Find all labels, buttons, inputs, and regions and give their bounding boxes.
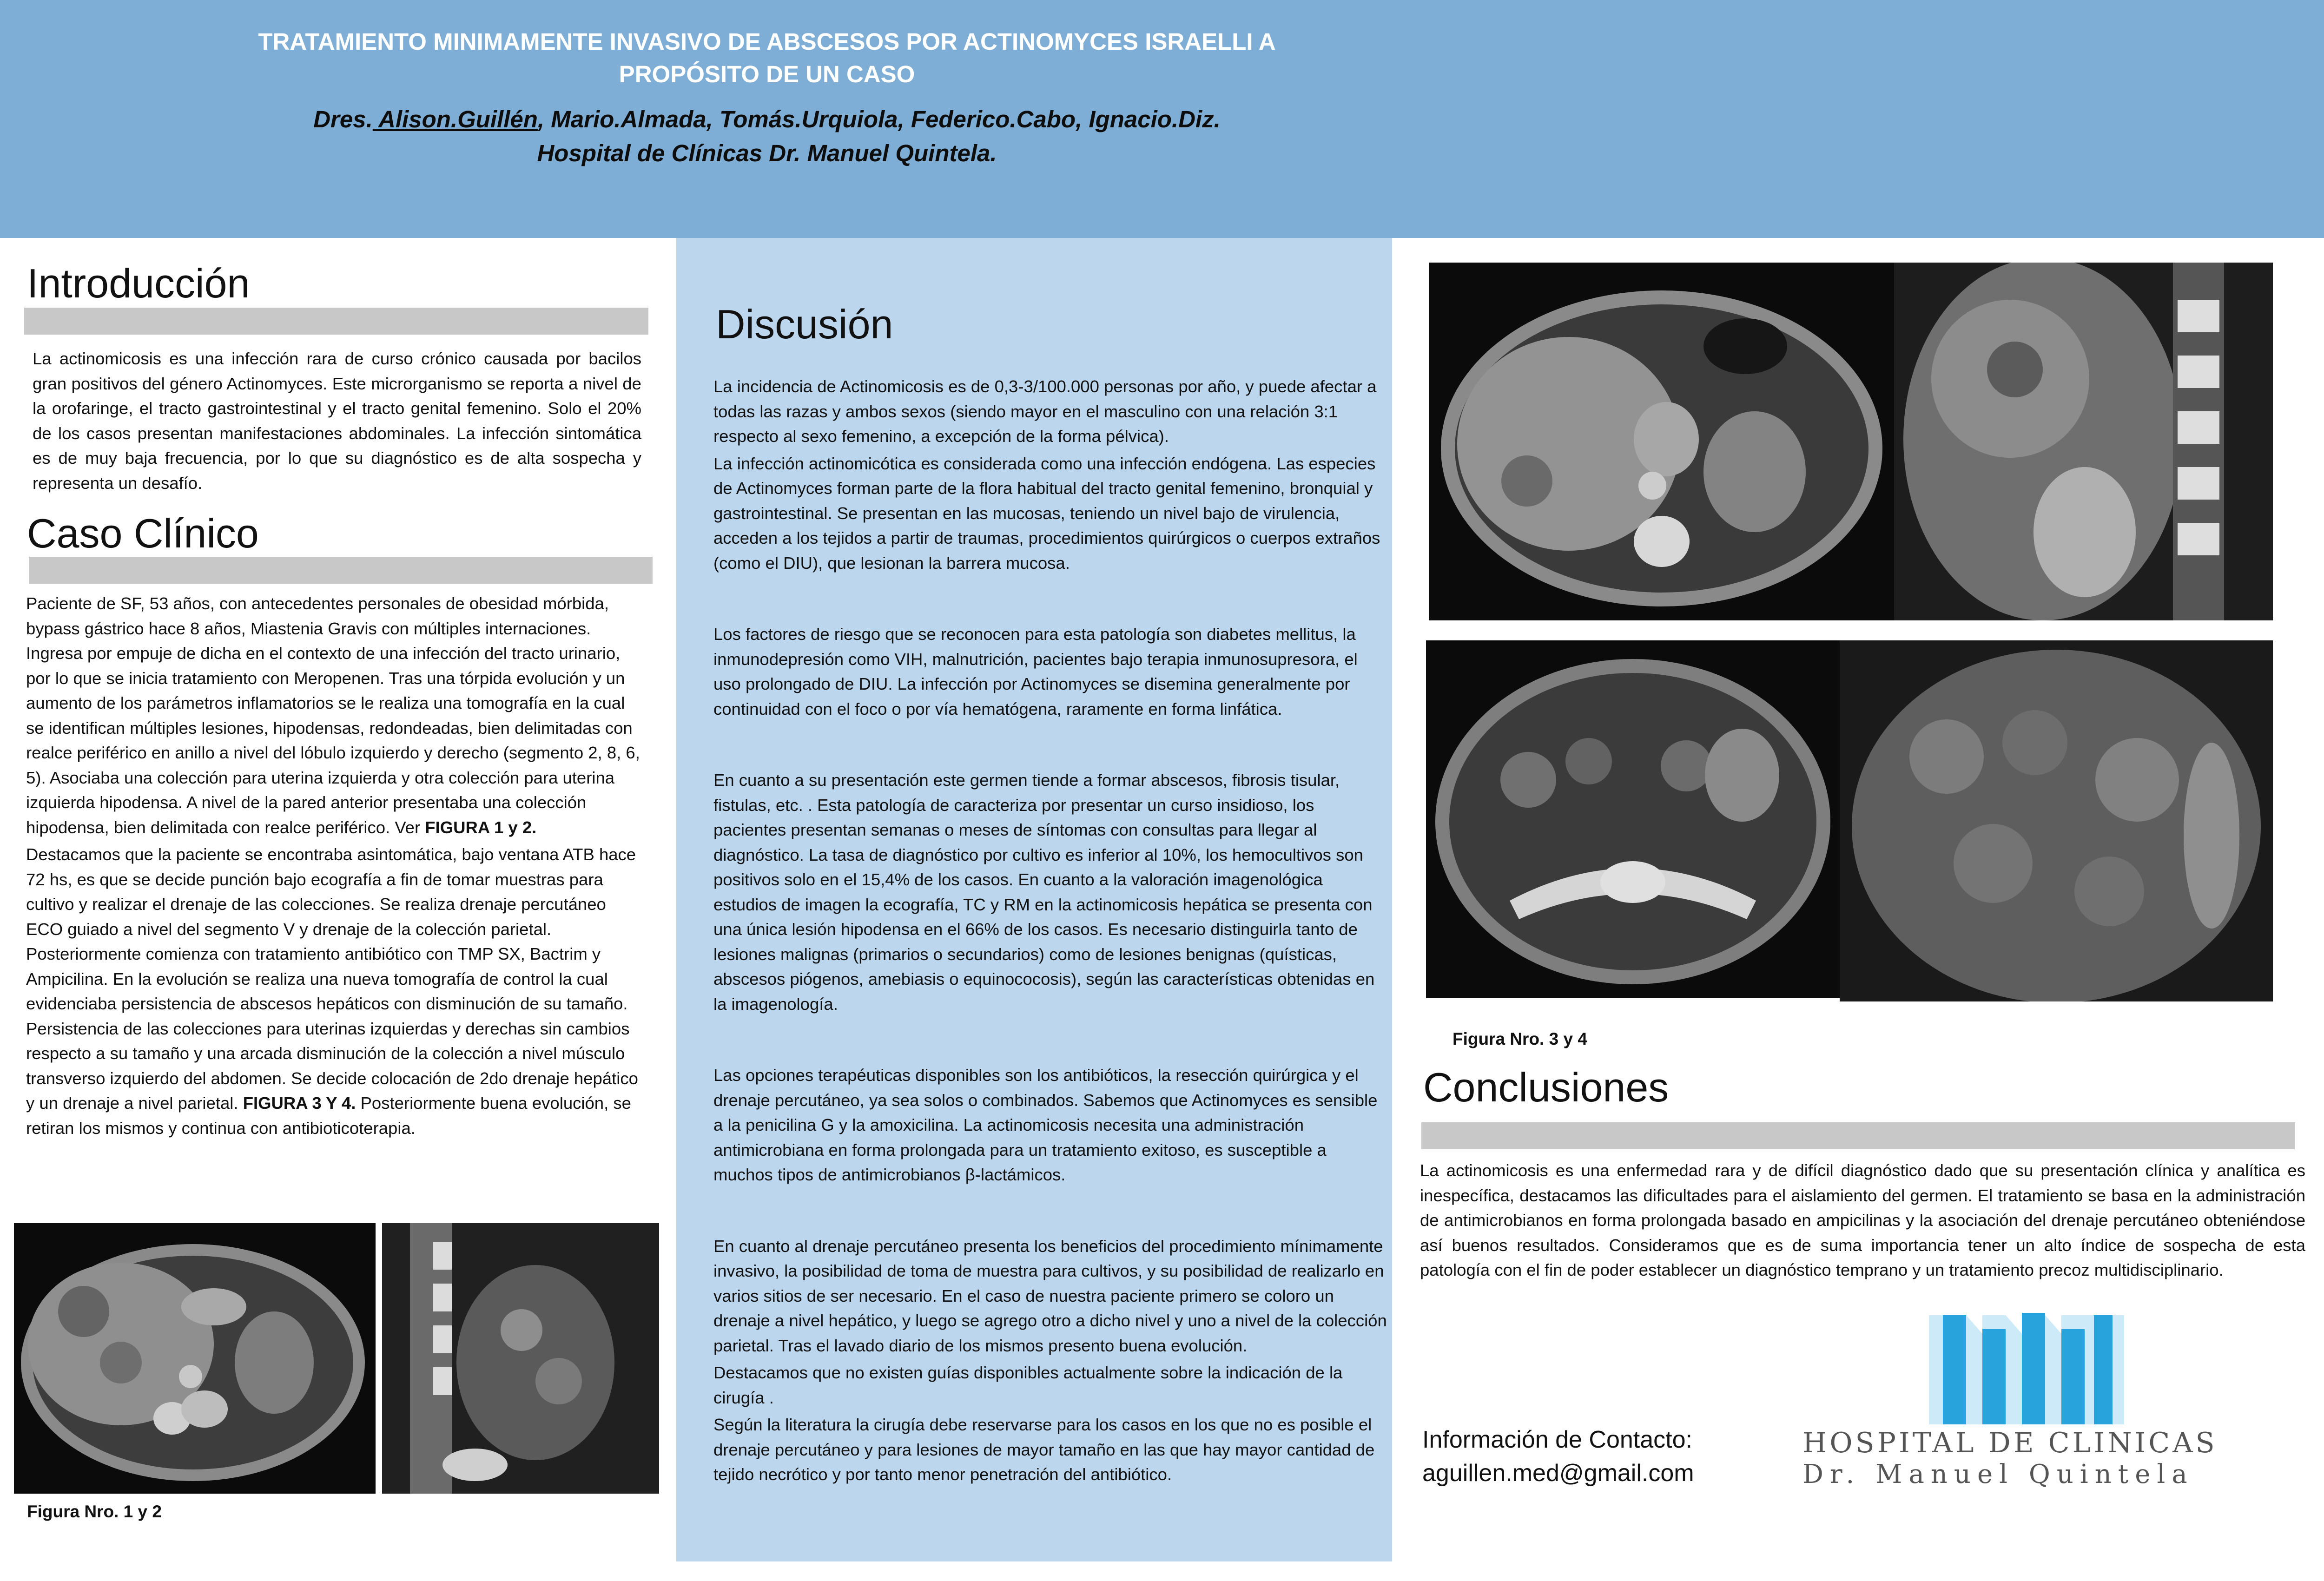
intro-heading-bar xyxy=(24,308,648,335)
discussion-paragraph: Los factores de riesgo que se reconocen para esta patología son diabetes mellitus, la inmunodepresión como VIH, malnutrición, pacientes bajo terapia inmunosupresora, el uso prolongado de DIU. La infección por Actinomyces se disemina generalmente por continuidad con el foco o por vía hematógena, raramente en forma linfática. xyxy=(713,625,1358,718)
conclusions-heading-bar xyxy=(1421,1122,2295,1149)
discussion-text xyxy=(713,374,1387,1489)
ct-image-figure-4b xyxy=(1840,640,2273,1001)
conclusions-text: La actinomicosis es una enfermedad rara y de difícil diagnóstico dado que su presentación clínica y analítica es inespecífica, destacamos las dificultades para el aislamiento del germen. El tratamiento se basa en la administración de antimicrobianos en forma prolongada basado en ampicilinas y la asociación del drenaje percutáneo obteniéndose así buenos resultados. Consideramos que es de suma importancia tener un alto índice de sospecha de esta patología con el fin de poder establecer un diagnóstico temprano y un tratamiento precoz multidisciplinario. xyxy=(1420,1161,2305,1279)
hospital-logo-icon xyxy=(1929,1313,2124,1424)
discussion-paragraph: La incidencia de Actinomicosis es de 0,3-3/100.000 personas por año, y puede afectar a todas las razas y ambos sexos (siendo mayor en el masculino con una relación 3:1 respecto al sexo femenino, a excepción de la forma pélvica). xyxy=(713,377,1377,446)
authors-line xyxy=(0,103,1534,136)
intro-heading: Introducción xyxy=(27,260,250,306)
discussion-paragraph: En cuanto a su presentación este germen tiende a formar abscesos, fibrosis tisular, fistulas, etc. . Esta patología de caracteriza por presentar un curso insidioso, los pacientes presentan semanas o meses de síntomas con consultas para llegar al diagnóstico. La tasa de diagnóstico por cultivo es inferior al 10%, los hemocultivos son positivos solo en el 15,4% de los casos. En cuanto a la valoración imagenológica estudios de imagen la ecografía, TC y RM en la actinomicosis hepática se presenta con una única lesión hipodensa en el 66% de los casos. Es necesario distinguirla tanto de lesiones malignas (primarios o secundarios) como de lesiones benignas (quísticas, abscesos piógenos, amebiasis o equinococosis), según las características obtenidas en la imagenología. xyxy=(713,771,1375,1014)
contact-email[interactable]: aguillen.med@gmail.com xyxy=(1422,1460,1694,1487)
discussion-paragraph: En cuanto al drenaje percutáneo presenta los beneficios del procedimiento mínimamente invasivo, la posibilidad de toma de muestra para cultivos, y su posibilidad de realizarlo en varios sitios de ser necesario. En el caso de nuestra paciente primero se coloro un drenaje a nivel hepático, y luego se agrego otro a dicho nivel y uno a nivel de la colección parietal. Tras el lavado diario de los mismos presento buena evolución. xyxy=(713,1236,1387,1355)
conclusions-heading: Conclusiones xyxy=(1423,1064,1669,1110)
case-heading: Caso Clínico xyxy=(27,510,259,556)
logo-text-line-2: Dr. Manuel Quintela xyxy=(1802,1459,2194,1489)
ct-image-figure-1 xyxy=(14,1223,376,1494)
authors-rest: , Mario.Almada, Tomás.Urquiola, Federico.Cabo, Ignacio.Diz. xyxy=(537,106,1221,132)
contact-label: Información de Contacto: xyxy=(1422,1426,1692,1453)
discussion-heading: Discusión xyxy=(716,301,893,347)
ct-image-figure-4a xyxy=(1426,640,1840,998)
first-author: Alison.Guillén xyxy=(372,106,538,132)
discussion-paragraph: Según la literatura la cirugía debe reservarse para los casos en los que no es posible el drenaje percutáneo y para lesiones de mayor tamaño en las que hay mayor cantidad de tejido necrótico y por tanto menor penetración del antibiótico. xyxy=(713,1415,1375,1484)
case-text xyxy=(26,591,647,1143)
logo-text-line-1: HOSPITAL DE CLINICAS xyxy=(1802,1427,2218,1459)
ct-image-figure-3b xyxy=(1894,263,2273,620)
figure-ref-1-2: FIGURA 1 y 2. xyxy=(425,817,537,837)
figure-caption-3-4: Figura Nro. 3 y 4 xyxy=(1452,1029,1587,1048)
intro-text: La actinomicosis es una infección rara de curso crónico causada por bacilos gran positivos del género Actinomyces. Este microrganismo se reporta a nivel de la orofaringe, el tracto gastrointestinal y el tracto genital femenino. Solo el 20% de los casos presentan manifestaciones abdominales. La infección sintomática es de muy baja frecuencia, por lo que su diagnóstico es de alta sospecha y representa un desafío. xyxy=(33,349,641,493)
case-p1-text: Paciente de SF, 53 años, con antecedentes personales de obesidad mórbida, bypass gástrico hace 8 años, Miastenia Gravis con múltiples internaciones. Ingresa por empuje de dicha en el contexto de una infección del tracto urinario, por lo que se inicia tratamiento con Meropenen. Tras una tórpida evolución y un aumento de los parámetros inflamatorios se le realiza una tomografía en la cual se identifican múltiples lesiones, hipodensas, redondeadas, bien delimitadas con realce periférico en anillo a nivel del lóbulo izquierdo y derecho (segmento 2, 8, 6, 5). Asociaba una colección para uterina izquierda y otra colección para uterina izquierda hipodensa. A nivel de la pared anterior presentaba una colección hipodensa, bien delimitada con realce periférico. Ver xyxy=(26,594,640,837)
discussion-paragraph: Las opciones terapéuticas disponibles son los antibióticos, la resección quirúrgica y el drenaje percutáneo, ya sea solos o combinados. Sabemos que Actinomyces es sensible a la penicilina G y la amoxicilina. La actinomicosis necesita una administración antimicrobiana en forma prolongada para un tratamiento exitoso, es susceptible a muchos tipos de antimicrobianos β-lactámicos. xyxy=(713,1066,1378,1184)
case-p2-text: Destacamos que la paciente se encontraba asintomática, bajo ventana ATB hace 72 hs, es que se decide punción bajo ecografía a fin de tomar muestras para cultivo y realizar el drenaje de las colecciones. Se realiza drenaje percutáneo ECO guiado a nivel del segmento V y drenaje de la colección parietal. Posteriormente comienza con tratamiento antibiótico con TMP SX, Bactrim y Ampicilina. En la evolución se realiza una nueva tomografía de control la cual evidenciaba persistencia de abscesos hepáticos con disminución de su tamaño. Persistencia de las colecciones para uterinas izquierdas y derechas sin cambios respecto a su tamaño y una arcada disminución de la colección a nivel músculo transverso izquierdo del abdomen. Se decide colocación de 2do drenaje hepático y un drenaje a nivel parietal. xyxy=(26,845,638,1113)
ct-image-figure-3a xyxy=(1429,263,1894,620)
poster-title: TRATAMIENTO MINIMAMENTE INVASIVO DE ABSCESOS POR ACTINOMYCES ISRAELLI A PROPÓSITO DE UN CASO xyxy=(258,28,1276,87)
ct-image-figure-2 xyxy=(382,1223,659,1494)
figure-ref-3-4: FIGURA 3 Y 4. xyxy=(243,1094,356,1113)
case-paragraph-1 xyxy=(26,591,647,840)
authors-prefix: Dres. xyxy=(313,106,373,132)
figure-caption-1-2: Figura Nro. 1 y 2 xyxy=(27,1502,162,1521)
discussion-paragraph: Destacamos que no existen guías disponibles actualmente sobre la indicación de la cirugía . xyxy=(713,1363,1343,1407)
discussion-paragraph: La infección actinomicótica es considerada como una infección endógena. Las especies de Actinomyces forman parte de la flora habitual del tracto genital femenino, bronquial y gastrointestinal. Se presentan en las mucosas, teniendo un nivel bajo de virulencia, acceden a los tejidos a partir de traumas, procedimientos quirúrgicos o cuerpos extraños (como el DIU), que lesionan la barrera mucosa. xyxy=(713,454,1380,573)
case-heading-bar xyxy=(29,557,653,584)
case-paragraph-2 xyxy=(26,842,647,1140)
case-p2-end: Posteriormente buena evolución, se retiran los mismos y continua con antibioticoterapia. xyxy=(26,1094,631,1138)
hospital-affiliation: Hospital de Clínicas Dr. Manuel Quintela. xyxy=(537,140,997,166)
